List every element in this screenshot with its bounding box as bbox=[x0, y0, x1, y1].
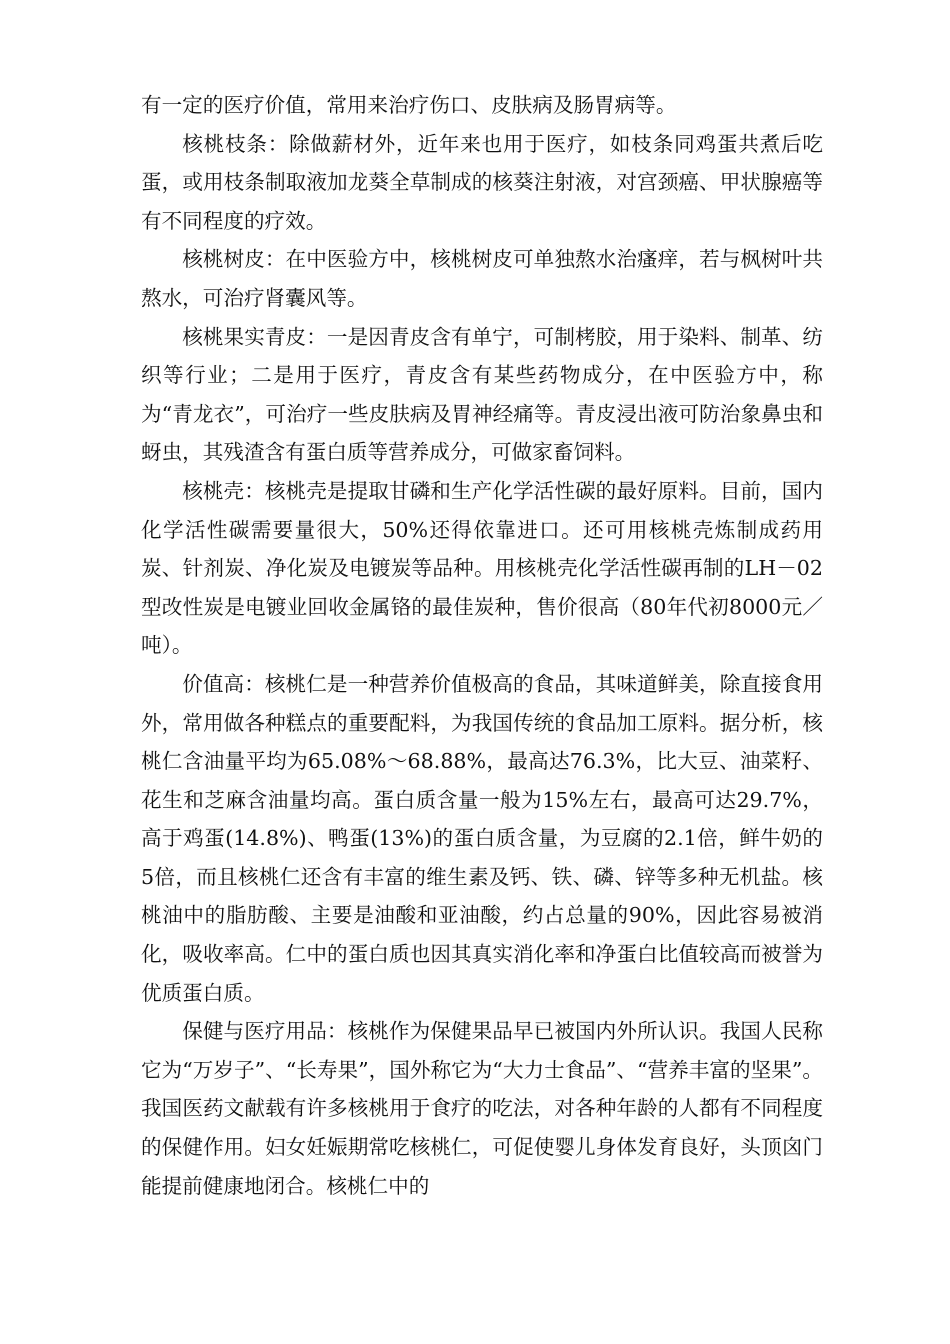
paragraph-green-husk: 核桃果实青皮：一是因青皮含有单宁，可制栲胶，用于染料、制革、纺织等行业；二是用于医疗，青皮含有某些药物成分，在中医验方中，称为“青龙衣”，可治疗一些皮肤病及胃神经痛等。青皮浸出液可防治象鼻虫和蚜虫，其残渣含有蛋白质等营养成分，可做家畜饲料。 bbox=[141, 324, 823, 465]
paragraph-walnut-branches: 核桃枝条：除做薪材外，近年来也用于医疗，如枝条同鸡蛋共煮后吃蛋，或用枝条制取液加龙葵全草制成的核葵注射液，对宫颈癌、甲状腺癌等有不同程度的疗效。 bbox=[141, 131, 823, 233]
paragraph-walnut-shell: 核桃壳：核桃壳是提取甘磷和生产化学活性碳的最好原料。目前，国内化学活性碳需要量很大，50%还得依靠进口。还可用核桃壳炼制成药用炭、针剂炭、净化炭及电镀炭等品种。用核桃壳化学活性碳再制的LH－02型改性炭是电镀业回收金属铬的最佳炭种，售价很高（80年代初8000元／吨）。 bbox=[141, 478, 823, 658]
paragraph-health-medical-use: 保健与医疗用品：核桃作为保健果品早已被国内外所认识。我国人民称它为“万岁子”、“长寿果”，国外称它为“大力士食品”、“营养丰富的坚果”。我国医药文献载有许多核桃用于食疗的吃法，对各种年龄的人都有不同程度的保健作用。妇女妊娠期常吃核桃仁，可促使婴儿身体发育良好，头顶囟门能提前健康地闭合。核桃仁中的 bbox=[141, 1019, 823, 1198]
paragraph-walnut-bark: 核桃树皮：在中医验方中，核桃树皮可单独熬水治瘙痒，若与枫树叶共熬水，可治疗肾囊风等。 bbox=[141, 247, 823, 310]
paragraph-nutritional-value: 价值高：核桃仁是一种营养价值极高的食品，其味道鲜美，除直接食用外，常用做各种糕点的重要配料，为我国传统的食品加工原料。据分析，核桃仁含油量平均为65.08%～68.88%，最高达76.3%，比大豆、油菜籽、花生和芝麻含油量均高。蛋白质含量一般为15%左右，最高可达29.7%，高于鸡蛋(14.8%)、鸭蛋(13%)的蛋白质含量，为豆腐的2.1倍，鲜牛奶的5倍，而且核桃仁还含有丰富的维生素及钙、铁、磷、锌等多种无机盐。核桃油中的脂肪酸、主要是油酸和亚油酸，约占总量的90%，因此容易被消化，吸收率高。仁中的蛋白质也因其真实消化率和净蛋白比值较高而被誉为优质蛋白质。 bbox=[141, 671, 823, 1005]
paragraph-medical-value-continued: 有一定的医疗价值，常用来治疗伤口、皮肤病及肠胃病等。 bbox=[141, 93, 677, 117]
document-page bbox=[141, 86, 823, 1205]
